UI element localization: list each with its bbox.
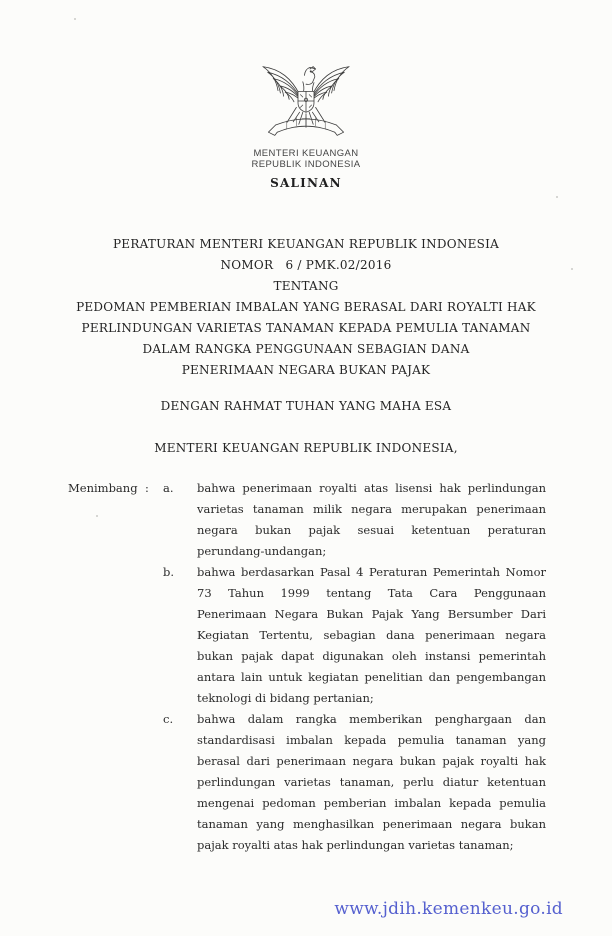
invocation-text: DENGAN RAHMAT TUHAN YANG MAHA ESA (160, 399, 452, 413)
garuda-pancasila-emblem-icon (258, 58, 354, 144)
footer-link[interactable]: www.jdih.kemenkeu.go.id (334, 899, 563, 919)
document-header (0, 58, 612, 190)
title-line: DALAM RANGKA PENGGUNAAN SEBAGIAN DANA (142, 342, 470, 356)
item-letter: b. (163, 565, 175, 579)
title-line: PENERIMAAN NEGARA BUKAN PAJAK (181, 363, 431, 377)
menimbang-label: Menimbang (68, 481, 138, 495)
text-line: bahwa berdasarkan Pasal 4 Peraturan Pemerintah Nomor (197, 565, 546, 579)
text-line: bukan pajak dapat digunakan oleh instansi pemerintah (197, 649, 546, 663)
consideration-item (163, 478, 546, 562)
title-line: PEDOMAN PEMBERIAN IMBALAN YANG BERASAL DARI ROYALTI HAK (76, 300, 536, 314)
text-line: antara lain untuk kegiatan penelitian dan pengembangan (197, 670, 546, 684)
ministry-name: MENTERI KEUANGAN (253, 148, 359, 159)
text-line: perlindungan varietas tanaman, perlu diatur ketentuan (197, 775, 546, 789)
consideration-item (163, 562, 546, 709)
scan-speck (74, 18, 76, 20)
text-line: 73 Tahun 1999 tentang Tata Cara Penggunaan (197, 586, 546, 600)
item-letter: a. (163, 481, 174, 495)
menimbang-section (68, 478, 546, 856)
text-line: teknologi di bidang pertanian; (197, 691, 374, 705)
text-line: Kegiatan Tertentu, sebagian dana penerimaan negara (197, 628, 546, 642)
consideration-item (163, 709, 546, 856)
title-line: NOMOR 6 / PMK.02/2016 (220, 258, 392, 272)
item-text (197, 709, 546, 856)
text-line: varietas tanaman milik negara merupakan penerimaan (197, 502, 546, 516)
ministry-country: REPUBLIK INDONESIA (251, 159, 361, 170)
scan-speck (556, 196, 558, 198)
salinan-label: SALINAN (270, 176, 342, 190)
item-text (197, 478, 546, 562)
title-line: TENTANG (273, 279, 339, 293)
text-line: bahwa dalam rangka memberikan penghargaan dan (197, 712, 546, 726)
item-text (197, 562, 546, 709)
text-line: perundang-undangan; (197, 544, 327, 558)
title-line: PERLINDUNGAN VARIETAS TANAMAN KEPADA PEMULIA TANAMAN (81, 321, 531, 335)
authority-text: MENTERI KEUANGAN REPUBLIK INDONESIA, (154, 441, 458, 455)
text-line: berasal dari penerimaan negara bukan pajak royalti hak (197, 754, 546, 768)
text-line: tanaman yang menghasilkan penerimaan negara bukan (197, 817, 546, 831)
regulation-title (0, 234, 612, 381)
item-letter: c. (163, 712, 174, 726)
text-line: bahwa penerimaan royalti atas lisensi hak perlindungan (197, 481, 546, 495)
title-line: PERATURAN MENTERI KEUANGAN REPUBLIK INDONESIA (112, 237, 500, 251)
text-line: mengenai pedoman pemberian imbalan kepada pemulia (197, 796, 546, 810)
menimbang-colon: : (145, 481, 149, 495)
text-line: Penerimaan Negara Bukan Pajak Yang Bersumber Dari (197, 607, 546, 621)
text-line: standardisasi imbalan kepada pemulia tanaman yang (197, 733, 546, 747)
text-line: pajak royalti atas hak perlindungan varietas tanaman; (197, 838, 514, 852)
menimbang-items (163, 478, 546, 856)
text-line: negara bukan pajak sesuai ketentuan peraturan (197, 523, 546, 537)
